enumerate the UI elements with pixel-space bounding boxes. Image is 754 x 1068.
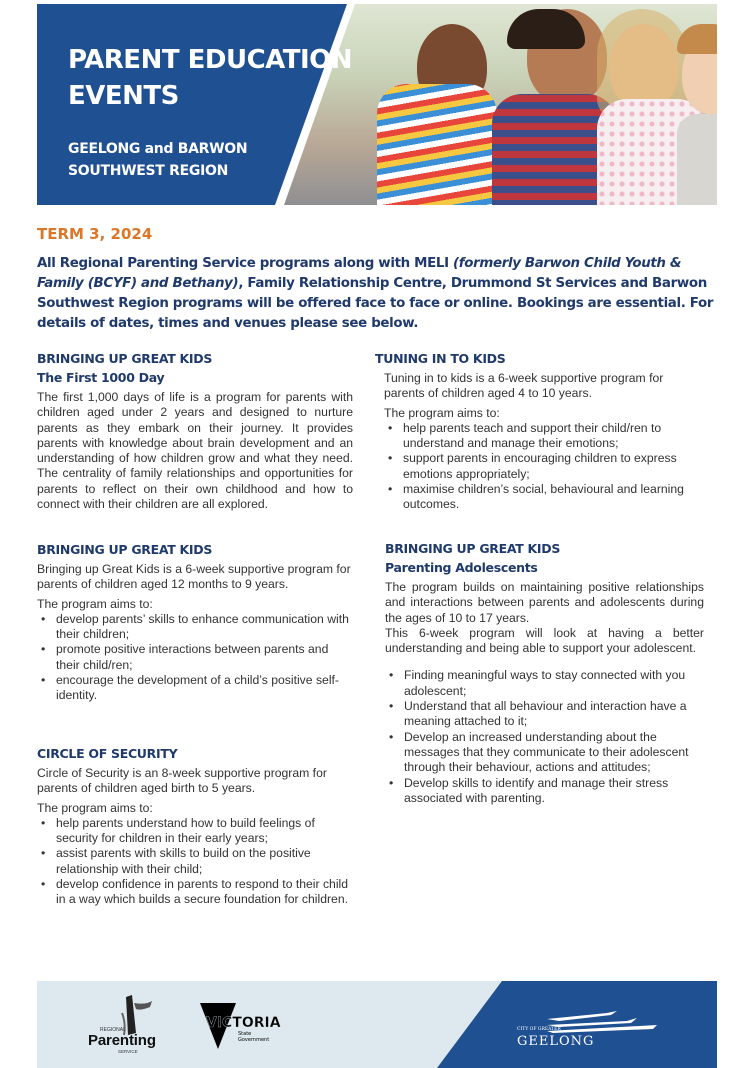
intro-text: All Regional Parenting Service programs along with MELI	[37, 256, 454, 271]
section-heading: CIRCLE OF SECURITY	[37, 746, 178, 761]
list-item: • help parents understand how to build feelings of security for children in their early years;	[56, 816, 353, 847]
logo-text-main: GEELONG	[517, 1034, 595, 1049]
section-body: Bringing up Great Kids is a 6-week supportive program for parents of children aged 12 months to 9 years.	[37, 562, 351, 592]
section-first-1000-days	[37, 350, 353, 512]
list-item: • develop parents’ skills to enhance communication with their children;	[56, 612, 353, 643]
term-label: TERM 3, 2024	[37, 225, 153, 243]
list-item: • assist parents with skills to build on the positive relationship with their child;	[56, 846, 353, 877]
section-body: The first 1,000 days of life is a program for parents with children aged under 2 years and designed to nurture parents as they embark on their journey. It provides parents with knowledge about brain development and an understanding of how children grow and what they need. The centrality of family relationships and opportunities for parents to reflect on their own childhood and how to connect with their children are all explored.	[37, 390, 353, 512]
section-heading: TUNING IN TO KIDS	[375, 351, 506, 366]
logo-text-small: REGIONAL	[100, 1027, 126, 1033]
section-heading: BRINGING UP GREAT KIDS	[385, 541, 561, 556]
header-banner	[37, 4, 717, 205]
regional-parenting-service-logo	[84, 993, 164, 1059]
section-body: Circle of Security is an 8-week supportive program for parents of children aged birth to 5 years.	[37, 766, 327, 796]
subtitle-line-1: GEELONG and BARWON	[68, 141, 248, 157]
subtitle-line-2: SOUTHWEST REGION	[68, 163, 228, 179]
logo-text-main: VICTORIA	[206, 1015, 281, 1031]
list-item: • help parents teach and support their child/ren to understand and manage their emotions;	[403, 421, 705, 452]
section-subheading: The First 1000 Day	[37, 370, 165, 385]
child-shirt	[377, 84, 497, 205]
list-item: • promote positive interactions between parents and their child/ren;	[56, 642, 353, 673]
logo-text-small: State	[238, 1031, 252, 1037]
section-body: Tuning in to kids is a 6-week supportive program for parents of children aged 4 to 10 years.	[384, 371, 664, 401]
list-item: • Develop skills to identify and manage their stress associated with parenting.	[404, 776, 704, 807]
aims-label: The program aims to:	[37, 800, 153, 815]
child-shirt	[677, 114, 717, 205]
section-heading: BRINGING UP GREAT KIDS	[37, 542, 213, 557]
footer-band	[37, 981, 717, 1068]
intro-text: , Family Relationship Centre, Drummond St Services and Barwon Southwest Region programs will be offered face to face or online. Bookings are essential. For details of dates, times and venues please see below.	[37, 276, 714, 331]
city-of-geelong-logo	[507, 1001, 667, 1051]
section-bringing-up-great-kids	[37, 541, 353, 704]
list-item: • develop confidence in parents to respond to their child in a way which builds a secure foundation for children.	[56, 877, 353, 908]
logo-text-small: CITY OF GREATER	[517, 1027, 561, 1032]
intro-italic-text: (formerly Barwon Child Youth & Family (BCYF) and Bethany)	[37, 256, 682, 291]
aims-list	[385, 668, 704, 806]
aims-label: The program aims to:	[37, 596, 153, 611]
logo-text-main: Parenting	[88, 1032, 156, 1049]
logo-figure-icon	[134, 1001, 152, 1010]
child-hair	[677, 24, 717, 54]
geelong-waves-icon	[547, 1011, 617, 1021]
section-subheading: Parenting Adolescents	[385, 560, 538, 575]
region-subtitle	[68, 138, 247, 182]
section-body: The program builds on maintaining positive relationships and interactions between parents and adolescents during the ages of 10 to 17 years.	[385, 580, 704, 625]
aims-list	[37, 612, 353, 704]
page-title	[68, 42, 352, 114]
aims-list	[384, 421, 705, 513]
section-parenting-adolescents	[385, 540, 704, 806]
logo-text-small: SERVICE	[118, 1049, 138, 1054]
list-item: • encourage the development of a child’s positive self-identity.	[56, 673, 353, 704]
title-line-1: PARENT EDUCATION	[68, 45, 353, 75]
list-item: • maximise children’s social, behavioural and learning outcomes.	[403, 482, 705, 513]
section-circle-of-security	[37, 745, 353, 908]
list-item: • Develop an increased understanding about the messages that they communicate to their adolescent through their behaviour, actions and attitudes;	[404, 730, 704, 776]
title-line-2: EVENTS	[68, 81, 179, 111]
victoria-government-logo	[200, 1001, 290, 1051]
section-tuning-in-to-kids	[375, 350, 705, 513]
list-item: • Understand that all behaviour and interaction have a meaning attached to it;	[404, 699, 704, 730]
logo-text-small: Government	[238, 1037, 270, 1043]
aims-list	[37, 816, 353, 908]
list-item: • Finding meaningful ways to stay connected with you adolescent;	[404, 668, 704, 699]
intro-paragraph	[37, 254, 717, 334]
list-item: • support parents in encouraging children to express emotions appropriately;	[403, 451, 705, 482]
section-body: This 6-week program will look at having a better understanding and being able to support your adolescent.	[385, 625, 704, 656]
logo-figure-icon	[126, 995, 136, 1035]
aims-label: The program aims to:	[384, 405, 500, 420]
section-heading: BRINGING UP GREAT KIDS	[37, 351, 213, 366]
